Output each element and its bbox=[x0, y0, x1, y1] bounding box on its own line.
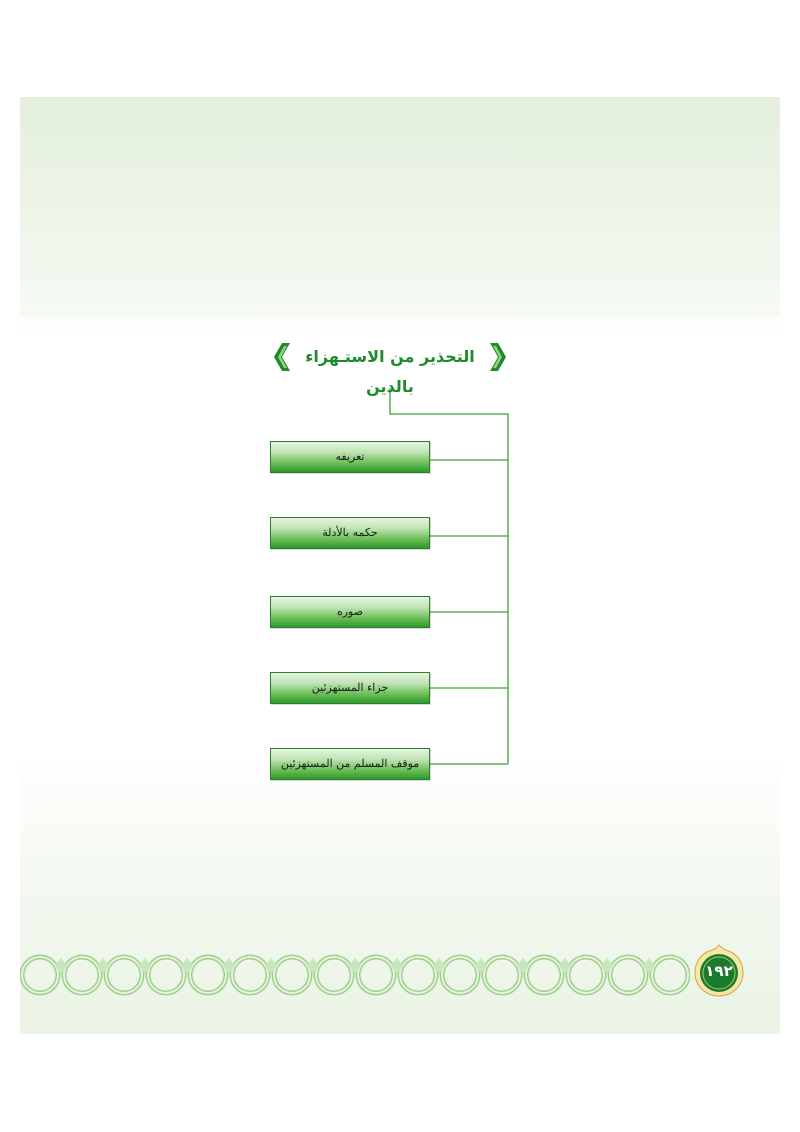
diagram-node bbox=[270, 596, 430, 628]
diagram-node bbox=[270, 672, 430, 704]
diagram-node-label: جزاء المستهزئين bbox=[311, 681, 389, 694]
page-number: ١٩٢ bbox=[705, 962, 733, 980]
diagram-node-label: موقف المسلم من المستهزئين bbox=[280, 757, 420, 770]
diagram-node-label: صوره bbox=[336, 605, 364, 618]
diagram-node-label: تعريفه bbox=[335, 450, 365, 463]
diagram-node bbox=[270, 441, 430, 473]
ornament-bracket-icon bbox=[272, 342, 294, 372]
ornamental-border-icon bbox=[20, 940, 690, 1010]
diagram-node bbox=[270, 517, 430, 549]
diagram-title: التحذير من الاستـهزاء بالدين bbox=[305, 347, 475, 396]
diagram-node bbox=[270, 748, 430, 780]
diagram-title-box bbox=[270, 338, 510, 396]
diagram-node-label: حكمه بالأدلة bbox=[322, 526, 378, 539]
ornament-bracket-icon bbox=[486, 342, 508, 372]
